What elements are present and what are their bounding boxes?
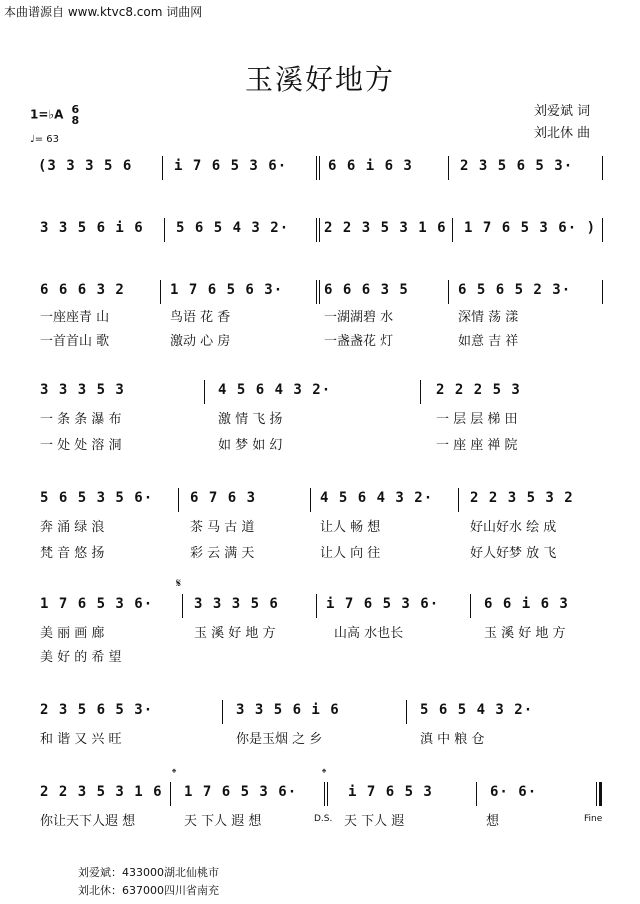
measure-notes: i 7 6 5 3: [348, 784, 433, 800]
key-text: 1=♭A: [30, 107, 64, 122]
measure-notes: 2 3 5 6 5 3·: [460, 158, 574, 174]
measure-notes: 6· 6·: [490, 784, 538, 800]
measure-notes: 1 7 6 5 3 6· ): [464, 220, 597, 236]
measure-notes: 3 3 3 5 3: [40, 382, 125, 398]
lyric-line: 茶 马 古 道: [190, 520, 255, 535]
site-header: 本曲谱源自 www.ktvc8.com 词曲网: [4, 5, 203, 19]
measure-notes: i 7 6 5 3 6·: [174, 158, 288, 174]
time-signature: [72, 104, 80, 126]
measure-notes: 5 6 5 4 3 2·: [420, 702, 534, 718]
measure-notes: 1 7 6 5 3 6·: [40, 596, 154, 612]
lyric-line: 让人 畅 想: [320, 520, 381, 535]
ds-mark: D.S.: [314, 814, 333, 824]
measure-notes: 6 6 i 6 3: [328, 158, 413, 174]
measure-notes: 4 5 6 4 3 2·: [320, 490, 434, 506]
lyric-line: 滇 中 粮 仓: [420, 732, 485, 747]
key-signature: [30, 104, 79, 126]
lyric-line: 一 层 层 梯 田: [436, 412, 518, 427]
lyric-line: 美 丽 画 廊: [40, 626, 105, 641]
lyric-line: 鸟语 花 香: [170, 310, 231, 325]
measure-notes: 2 2 2 5 3: [436, 382, 521, 398]
lyric-line: 如 梦 如 幻: [218, 438, 283, 453]
lyric-line: 一盏盏花 灯: [324, 334, 394, 349]
tempo-mark: ♩= 63: [30, 134, 59, 145]
lyricist-credit: 刘爱斌 词: [534, 104, 591, 119]
time-bottom: 8: [71, 114, 80, 127]
coda-sign: 𝄌: [322, 766, 327, 780]
lyric-line: 你让天下人遐 想: [40, 814, 136, 829]
lyric-line: 好山好水 绘 成: [470, 520, 557, 535]
measure-notes: 6 5 6 5 2 3·: [458, 282, 572, 298]
lyric-line: 天 下人 遐: [344, 814, 405, 829]
lyric-line: 激 情 飞 扬: [218, 412, 283, 427]
lyric-line: 和 谐 又 兴 旺: [40, 732, 122, 747]
footer-address-lyricist: 刘爱斌：433000湖北仙桃市: [78, 866, 219, 879]
measure-notes: 2 2 3 5 3 2: [470, 490, 574, 506]
lyric-line: 美 好 的 希 望: [40, 650, 122, 665]
measure-notes: 6 7 6 3: [190, 490, 257, 506]
song-title: 玉溪好地方: [244, 63, 395, 96]
fine-mark: Fine: [584, 814, 603, 824]
measure-notes: (3 3 3 5 6: [38, 158, 133, 174]
lyric-line: 一湖湖碧 水: [324, 310, 394, 325]
lyric-line: 山高 水也长: [334, 626, 404, 641]
lyric-line: 奔 涌 绿 浪: [40, 520, 105, 535]
measure-notes: 2 2 3 5 3 1 6: [324, 220, 447, 236]
segno-sign: 𝄋: [176, 576, 182, 590]
lyric-line: 如意 吉 祥: [458, 334, 519, 349]
measure-notes: 2 3 5 6 5 3·: [40, 702, 154, 718]
measure-notes: 2 2 3 5 3 1 6: [40, 784, 163, 800]
measure-notes: 3 3 3 5 6: [194, 596, 279, 612]
lyric-line: 玉 溪 好 地 方: [194, 626, 276, 641]
time-top: 6: [71, 103, 80, 116]
measure-notes: 6 6 6 3 5: [324, 282, 409, 298]
lyric-line: 彩 云 满 天: [190, 546, 255, 561]
lyric-line: 玉 溪 好 地 方: [484, 626, 566, 641]
measure-notes: 5 6 5 4 3 2·: [176, 220, 290, 236]
lyric-line: 好人好梦 放 飞: [470, 546, 557, 561]
lyric-line: 一 座 座 禅 院: [436, 438, 518, 453]
lyric-line: 天 下人 遐 想: [184, 814, 262, 829]
measure-notes: 3 3 5 6 i 6: [236, 702, 340, 718]
lyric-line: 激动 心 房: [170, 334, 231, 349]
measure-notes: 3 3 5 6 i 6: [40, 220, 144, 236]
composer-credit: 刘北休 曲: [534, 126, 591, 141]
coda-sign: 𝄌: [172, 766, 177, 780]
lyric-line: 让人 向 往: [320, 546, 381, 561]
lyric-line: 一 条 条 瀑 布: [40, 412, 122, 427]
lyric-line: 梵 音 悠 扬: [40, 546, 105, 561]
measure-notes: 1 7 6 5 3 6·: [184, 784, 298, 800]
footer-address-composer: 刘北休：637000四川省南充: [78, 884, 219, 897]
lyric-line: 一首首山 歌: [40, 334, 110, 349]
measure-notes: 5 6 5 3 5 6·: [40, 490, 154, 506]
lyric-line: 一座座青 山: [40, 310, 110, 325]
lyric-line: 深情 荡 漾: [458, 310, 519, 325]
lyric-line: 一 处 处 溶 洞: [40, 438, 122, 453]
measure-notes: 6 6 6 3 2: [40, 282, 125, 298]
measure-notes: 1 7 6 5 6 3·: [170, 282, 284, 298]
measure-notes: 6 6 i 6 3: [484, 596, 569, 612]
lyric-line: 想: [486, 814, 500, 829]
measure-notes: i 7 6 5 3 6·: [326, 596, 440, 612]
measure-notes: 4 5 6 4 3 2·: [218, 382, 332, 398]
lyric-line: 你是玉烟 之 乡: [236, 732, 323, 747]
